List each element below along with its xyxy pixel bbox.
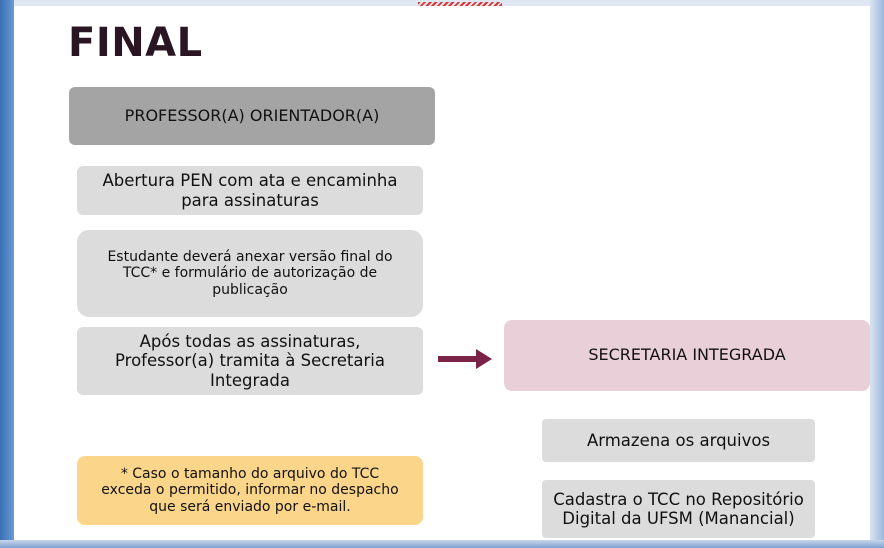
step-open-pen-label: Abertura PEN com ata e encaminha para assinaturas [102, 171, 398, 210]
window-right-edge [870, 0, 884, 548]
professor-header-label: PROFESSOR(A) ORIENTADOR(A) [124, 105, 380, 125]
step-forward-secretaria-label: Após todas as assinaturas, Professor(a) tramita à Secretaria Integrada [115, 331, 385, 390]
window-left-edge [0, 0, 14, 548]
step-forward-secretaria-box[interactable] [77, 327, 423, 395]
store-files-box[interactable] [542, 419, 815, 462]
register-tcc-label: Cadastra o TCC no Repositório Digital da UFSM (Manancial) [553, 489, 804, 528]
slide-canvas[interactable] [14, 6, 870, 540]
step-open-pen-box[interactable] [77, 166, 423, 215]
step-attach-final-version-label: Estudante deverá anexar versão final do TCC* e formulário de autorização de publicação [107, 248, 393, 298]
right-arrow-icon[interactable] [438, 349, 492, 369]
file-size-note-box[interactable] [77, 456, 423, 525]
secretaria-integrada-box[interactable] [504, 320, 870, 391]
window-bottom-edge [0, 540, 884, 548]
professor-header-box[interactable] [69, 87, 435, 145]
file-size-note-label: * Caso o tamanho do arquivo do TCC exceda o permitido, informar no despacho que será enviado por e-mail. [101, 465, 399, 515]
secretaria-integrada-label: SECRETARIA INTEGRADA [588, 345, 786, 365]
register-tcc-box[interactable] [542, 480, 815, 538]
slide-title[interactable]: FINAL [68, 20, 203, 66]
step-attach-final-version-box[interactable] [77, 230, 423, 317]
store-files-label: Armazena os arquivos [586, 430, 771, 450]
